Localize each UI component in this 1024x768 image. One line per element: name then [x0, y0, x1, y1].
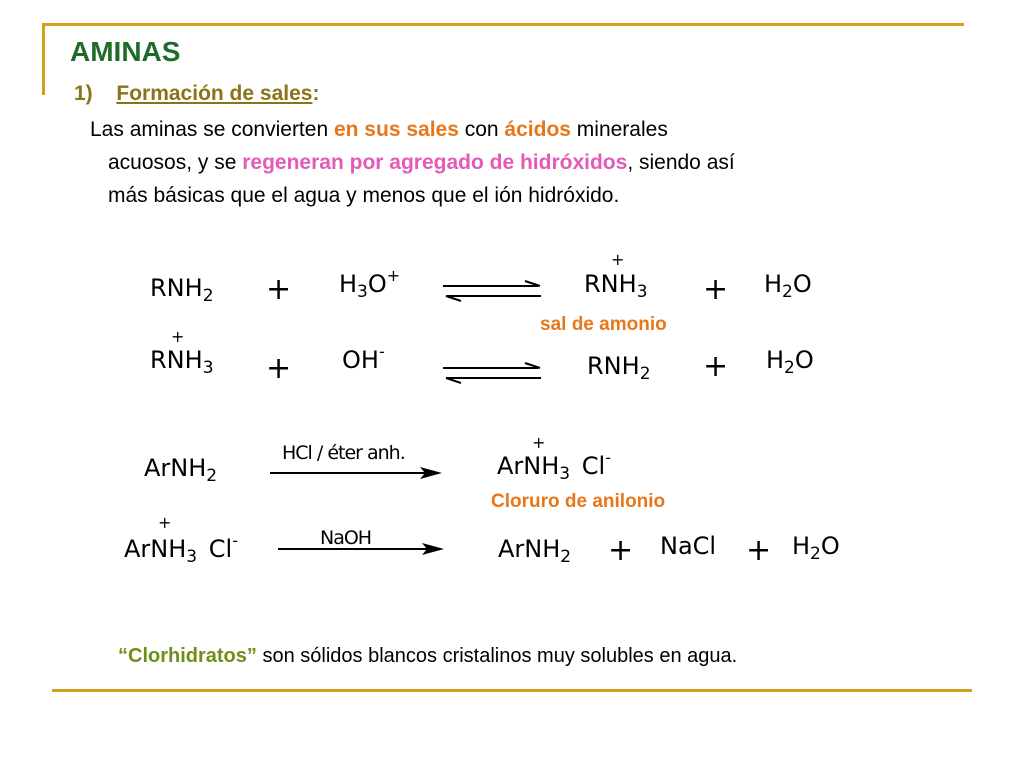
formula-charge: - [605, 448, 611, 467]
formula-text: O [794, 346, 814, 374]
section-title: Formación de sales [116, 82, 313, 105]
footer-quote-close: ” [246, 645, 257, 667]
footer-text: son sólidos blancos cristalinos muy solubles en agua. [256, 645, 738, 667]
r2-plus-1: + [266, 351, 292, 386]
r1-product-ammonium [584, 270, 648, 302]
formula-charge: - [378, 342, 385, 361]
formula-text: ArNH [497, 452, 560, 480]
r1-reactant-amine [150, 274, 214, 306]
formula-subscript: 3 [559, 464, 571, 484]
r2-reactant-hydroxide [342, 342, 385, 374]
r1-plus-1: + [266, 272, 292, 307]
para-text: con [458, 118, 505, 141]
bottom-rule [52, 689, 972, 692]
r1-plus-2: + [703, 272, 729, 307]
formula-text: RNH [584, 270, 637, 298]
formula-charge: - [232, 531, 238, 550]
formula-text: H [764, 270, 783, 298]
r3-reactant-aniline [144, 454, 218, 486]
formula-text: RNH [150, 274, 203, 302]
r1-product-water [764, 270, 812, 302]
para-text: minerales [570, 118, 668, 141]
formula-text: H [339, 270, 358, 298]
formula-subscript: 2 [810, 544, 821, 564]
r4-reactant-charge: + [158, 513, 172, 532]
para-highlight-salts: en sus sales [333, 118, 459, 141]
footer-quote-open: “ [118, 645, 128, 667]
footer-highlight: Clorhidratos [128, 645, 247, 667]
section-colon: : [312, 82, 320, 105]
r4-plus-1: + [608, 533, 634, 568]
intro-paragraph-line-3 [108, 179, 619, 212]
r3-product-charge: + [532, 433, 546, 452]
formula-text: ArNH [124, 535, 187, 563]
para-text: Las aminas se convierten [90, 118, 334, 141]
r2-product-amine [587, 352, 651, 384]
para-text: , siendo así [627, 151, 735, 174]
formula-subscript: 2 [639, 364, 651, 384]
r2-reactant-charge: + [171, 327, 185, 346]
formula-subscript: 3 [636, 282, 648, 302]
intro-paragraph-line-1 [90, 113, 668, 146]
formula-subscript: 2 [784, 358, 795, 378]
top-rule [42, 23, 964, 26]
section-heading [74, 82, 319, 106]
formula-text: ArNH [144, 454, 207, 482]
left-rule [42, 23, 45, 95]
r3-product-label: Cloruro de anilonio [491, 491, 666, 512]
formula-text: RNH [150, 346, 203, 374]
r1-product-label: sal de amonio [540, 314, 667, 335]
formula-text: O [820, 532, 840, 560]
formula-text: O [367, 270, 387, 298]
formula-text: Cl [581, 452, 606, 480]
r3-product-anilinium-chloride [497, 448, 611, 484]
formula-text: RNH [587, 352, 640, 380]
r4-product-aniline [498, 535, 572, 567]
para-highlight-acids: ácidos [504, 118, 571, 141]
r3-condition: HCl / éter anh. [282, 442, 405, 464]
formula-subscript: 2 [782, 282, 793, 302]
r4-condition: NaOH [320, 527, 372, 549]
formula-text: Cl [208, 535, 233, 563]
page-title: AMINAS [70, 36, 181, 67]
formula-subscript: 2 [202, 286, 214, 306]
r1-equilibrium-arrow [443, 280, 543, 302]
r2-equilibrium-arrow [443, 362, 543, 384]
formula-text: ArNH [498, 535, 561, 563]
r2-plus-2: + [703, 349, 729, 384]
r1-product-charge: + [611, 250, 625, 269]
para-text: acuosos, y se [108, 151, 243, 174]
formula-text: H [792, 532, 811, 560]
footer-note [118, 645, 737, 668]
para-text: más básicas que el agua y menos que el ión hidróxido. [108, 184, 620, 207]
r4-reaction-arrow [278, 542, 448, 556]
formula-subscript: 3 [186, 547, 198, 567]
formula-subscript: 2 [560, 547, 572, 567]
formula-subscript: 2 [206, 466, 218, 486]
formula-subscript: 3 [357, 282, 368, 302]
formula-charge: + [386, 266, 401, 285]
section-number: 1) [74, 82, 93, 105]
r2-product-water [766, 346, 814, 378]
formula-text: O [792, 270, 812, 298]
r4-product-water [792, 532, 840, 564]
r4-product-sodium-chloride: NaCl [660, 532, 717, 560]
r2-reactant-ammonium [150, 346, 214, 378]
formula-subscript: 3 [202, 358, 214, 378]
formula-text: OH [342, 346, 379, 374]
formula-text: H [766, 346, 785, 374]
r4-plus-2: + [746, 533, 772, 568]
para-highlight-regenerate: regeneran por agregado de hidróxidos [242, 151, 628, 174]
r4-reactant-anilinium-chloride [124, 531, 238, 567]
r3-reaction-arrow [270, 466, 445, 480]
intro-paragraph-line-2 [108, 146, 735, 179]
r1-reactant-hydronium [339, 266, 401, 302]
